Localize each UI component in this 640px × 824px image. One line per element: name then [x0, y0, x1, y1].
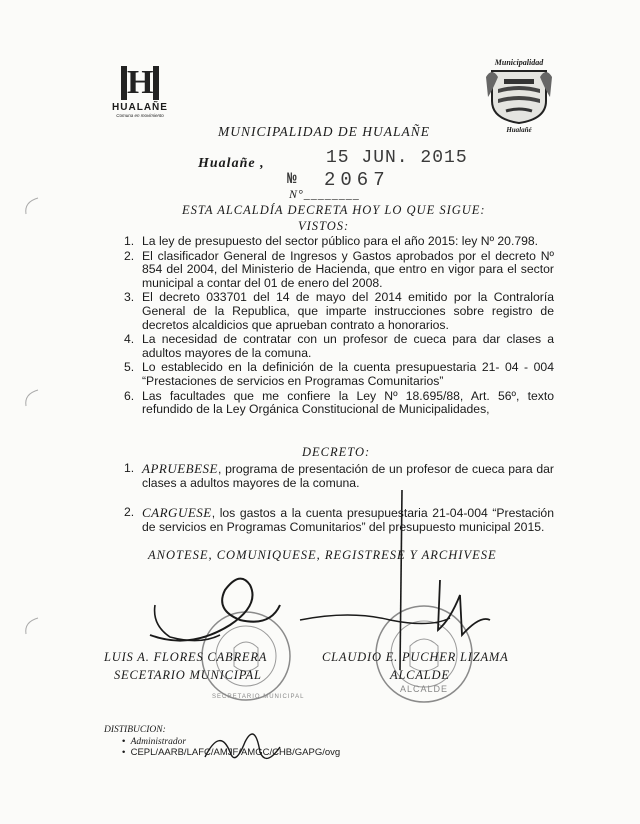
- item-text: El clasificador General de Ingresos y Gastos aprobados por el decreto Nº 854 del 2004, del Ministerio de Hacienda, que entro en vigor para el sector municipal a contar del 01 de enero del 2008.: [142, 248, 554, 290]
- vistos-heading: VISTOS:: [298, 219, 350, 233]
- date-stamp: 15 JUN. 2015: [326, 148, 468, 168]
- distribution-item: • CEPL/AARB/LAFC/AMJF/AMGC/CHB/GAPG/ovg: [122, 747, 341, 758]
- list-item: 3. El decreto 033701 del 14 de mayo del 2014 emitido por la Contraloría General de la Republica, que imparte instrucciones sobre registro de decretos alcaldicios que aprueban contrato a honorarios.: [124, 290, 554, 332]
- list-item: 1. APRUEBESE, programa de presentación de un profesor de cueca para dar clases a adultos mayores de la comuna.: [124, 461, 554, 490]
- secretary-signature-icon: [130, 565, 290, 655]
- secretary-name: LUIS A. FLORES CABRERA: [104, 650, 268, 664]
- crest-shield-icon: [482, 67, 556, 125]
- crest-top-text: Municipalidad: [494, 58, 544, 67]
- municipality-title: MUNICIPALIDAD DE HUALAÑE: [218, 124, 430, 139]
- item-text: La necesidad de contratar con un profesor de cueca para dar clases a adultos mayores de la comuna.: [142, 332, 554, 360]
- item-text: Lo establecido en la definición de la cuenta presupuestaria 21- 04 - 004 “Prestaciones de servicios en Programas Comunitarios”: [142, 360, 554, 388]
- number-prefix: №: [287, 170, 297, 188]
- list-item: 4. La necesidad de contratar con un profesor de cueca para dar clases a adultos mayores de la comuna.: [124, 332, 554, 360]
- secretary-seal-text: SECRETARIO MUNICIPAL: [212, 694, 305, 700]
- list-item: 6. Las facultades que me confiere la Ley Nº 18.695/88, Art. 56º, texto refundido de la Ley Orgánica Constitucional de Municipalidades,: [124, 388, 554, 417]
- decreto-heading: DECRETO:: [302, 445, 371, 459]
- punch-hole-icon: [22, 388, 42, 408]
- item-text: , los gastos a la cuenta presupuestaria 21-04-004 “Prestación de servicios en Programas Comunitarios” del presupuesto municipal 2015.: [142, 506, 554, 534]
- logo-tagline: Comuna en movimiento: [116, 113, 164, 118]
- number-label: N°________: [289, 187, 360, 201]
- logo-name: HUALAÑE: [112, 102, 168, 113]
- approve-keyword: APRUEBESE: [142, 461, 218, 476]
- decree-number-stamp: 2067: [324, 169, 390, 191]
- list-item: 2. El clasificador General de Ingresos y Gastos aprobados por el decreto Nº 854 del 2004, del Ministerio de Hacienda, que entro en vigor para el sector municipal a contar del 01 de enero del 2008.: [124, 248, 554, 290]
- decree-intro: ESTA ALCALDÍA DECRETA HOY LO QUE SIGUE:: [182, 203, 486, 217]
- municipal-crest: [482, 58, 556, 138]
- charge-keyword: CARGUESE: [142, 505, 212, 521]
- item-text: , programa de presentación de un profesor de cueca para dar clases a adultos mayores de la comuna.: [142, 462, 554, 490]
- closing-formula: ANOTESE, COMUNIQUESE, REGISTRESE Y ARCHIVESE: [148, 548, 497, 562]
- distribution-label: DISTIBUCION:: [104, 725, 166, 735]
- list-item: 1. La ley de presupuesto del sector público para el año 2015: ley Nº 20.798.: [124, 234, 539, 248]
- list-item: 5. Lo establecido en la definición de la cuenta presupuestaria 21- 04 - 004 “Prestaciones de servicios en Programas Comunitarios”: [124, 360, 554, 388]
- mayor-role: ALCALDE: [390, 668, 450, 682]
- mayor-seal-text: ALCALDE: [400, 684, 449, 694]
- item-text: Las facultades que me confiere la Ley Nº 18.695/88, Art. 56º, texto refundido de la Ley Orgánica Constitucional de Municipalidades,: [142, 388, 554, 417]
- logo-letter: H: [121, 66, 159, 100]
- distribution-item: • Administrador: [122, 736, 187, 747]
- punch-hole-icon: [22, 196, 42, 216]
- city-label: Hualañe ,: [198, 156, 265, 171]
- secretary-role: SECETARIO MUNICIPAL: [114, 668, 262, 682]
- item-text: La ley de presupuesto del sector público para el año 2015: ley Nº 20.798.: [142, 234, 539, 248]
- punch-hole-icon: [22, 616, 42, 636]
- mayor-name: CLAUDIO E. PUCHER LIZAMA: [322, 650, 509, 664]
- list-item: 2. CARGUESE, los gastos a la cuenta presupuestaria 21-04-004 “Prestación de servicios en Programas Comunitarios” del presupuesto municipal 2015.: [124, 505, 554, 534]
- mayor-signature-icon: [290, 470, 510, 700]
- crest-bottom-text: Hualañé: [506, 126, 532, 134]
- hualane-logo: [110, 66, 170, 122]
- initials-scribble-icon: [200, 722, 290, 772]
- vistos-list: [118, 235, 554, 418]
- item-text: El decreto 033701 del 14 de mayo del 2014 emitido por la Contraloría General de la Republica, que imparte instrucciones sobre registro de decretos alcaldicios que aprueban contrato a honorarios.: [142, 290, 554, 332]
